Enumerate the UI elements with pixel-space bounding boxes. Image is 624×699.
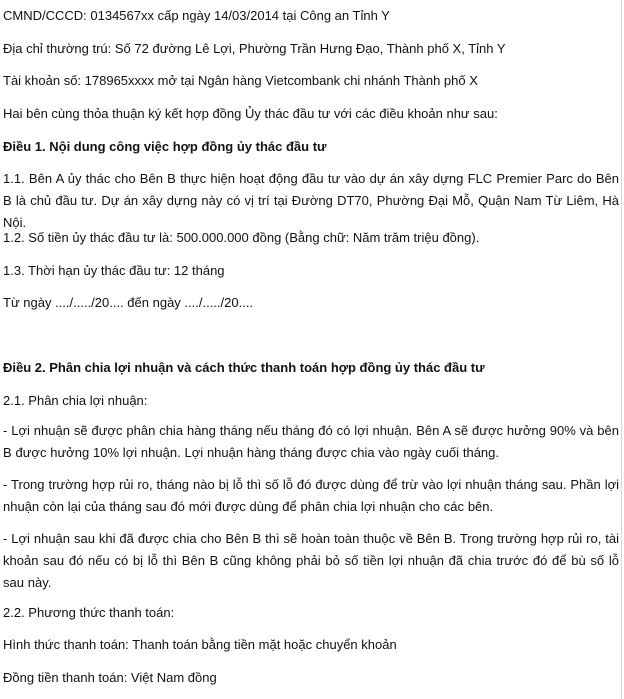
address-line: Địa chỉ thường trú: Số 72 đường Lê Lợi, Phường Trần Hưng Đạo, Thành phố X, Tỉnh Y: [3, 41, 506, 56]
profit-bullet-1: - Lợi nhuận sẽ được phân chia hàng tháng nếu tháng đó có lợi nhuận. Bên A sẽ được hưởng 90% và bên B được hưởng 10% lợi nhuận. Lợi nhuận hàng tháng được chia vào ngày cuối tháng.: [3, 423, 619, 460]
profit-bullet-3: - Lợi nhuận sau khi đã được chia cho Bên B thì sẽ hoàn toàn thuộc về Bên B. Trong trường hợp rủi ro, tài khoản sau đó nếu có bị lỗ thì Bên B cũng không phải bỏ số tiền lợi nhuận đã chia trước đó để bù số lỗ sau này.: [3, 531, 619, 590]
agreement-line: Hai bên cùng thỏa thuận ký kết hợp đồng Ủy thác đầu tư với các điều khoản như sau:: [3, 106, 498, 121]
profit-bullet-2: - Trong trường hợp rủi ro, tháng nào bị lỗ thì số lỗ đó được dùng để trừ vào lợi nhuận tháng sau. Phần lợi nhuận còn lại của tháng sau đó mới được dùng để phân chia lợi nhuận cho các bên.: [3, 477, 619, 514]
payment-method-line: Hình thức thanh toán: Thanh toán bằng tiền mặt hoặc chuyển khoản: [3, 637, 397, 652]
payment-currency-line: Đồng tiền thanh toán: Việt Nam đồng: [3, 670, 217, 685]
article-2-heading: Điều 2. Phân chia lợi nhuận và cách thức thanh toán hợp đồng ủy thác đầu tư: [3, 360, 485, 375]
bank-account-line: Tài khoản số: 178965xxxx mở tại Ngân hàng Vietcombank chi nhánh Thành phố X: [3, 73, 478, 88]
article-2-2-heading: 2.2. Phương thức thanh toán:: [3, 605, 175, 620]
article-1-1-paragraph: 1.1. Bên A ủy thác cho Bên B thực hiện hoạt động đầu tư vào dự án xây dựng FLC Premier Parc do Bên B là chủ đầu tư. Dự án xây dựng này có vị trí tại Đường DT70, Phường Đại Mỗ, Quận Nam Từ Liêm, Hà Nội.: [3, 171, 619, 230]
article-1-heading: Điều 1. Nội dung công việc hợp đồng ủy thác đầu tư: [3, 139, 327, 154]
article-2-1-heading: 2.1. Phân chia lợi nhuận:: [3, 393, 148, 408]
article-1-2-paragraph: 1.2. Số tiền ủy thác đầu tư là: 500.000.000 đồng (Bằng chữ: Năm trăm triệu đồng).: [3, 230, 480, 245]
date-range-line: Từ ngày ..../...../20.... đến ngày ..../...../20....: [3, 295, 254, 310]
article-1-3-paragraph: 1.3. Thời hạn ủy thác đầu tư: 12 tháng: [3, 263, 225, 278]
id-card-line: CMND/CCCD: 0134567xx cấp ngày 14/03/2014 tại Công an Tỉnh Y: [3, 8, 390, 23]
